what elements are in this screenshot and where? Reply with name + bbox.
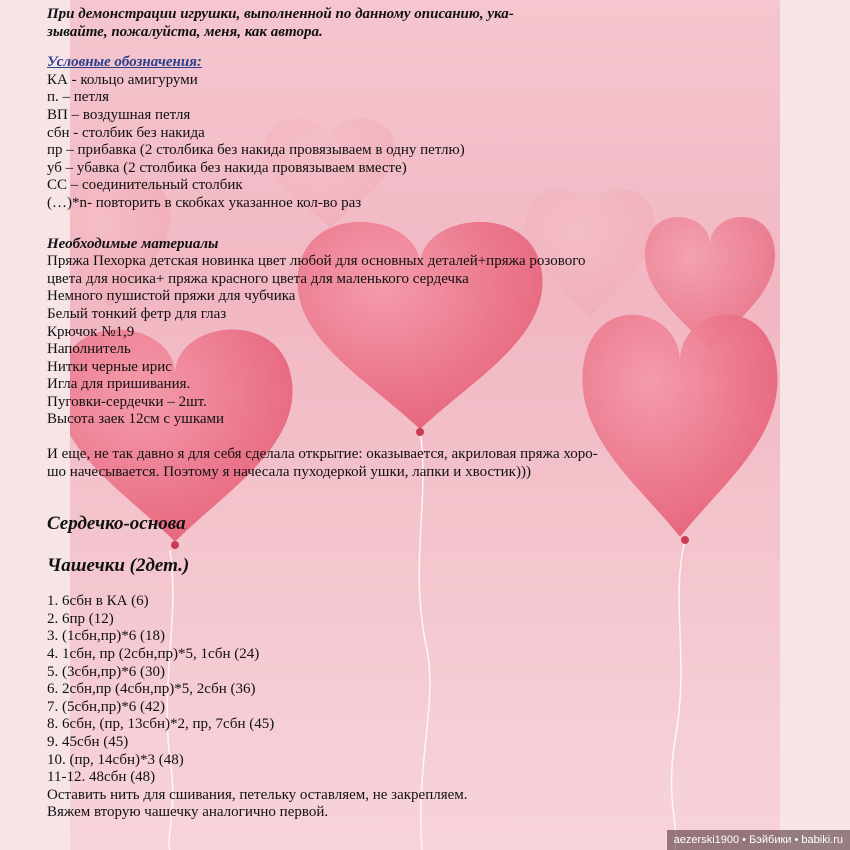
- pattern-row: 11-12. 48сбн (48): [47, 769, 156, 786]
- site-watermark: aezerski1900 • Бэйбики • babiki.ru: [667, 830, 850, 850]
- pattern-row: 10. (пр, 14сбн)*3 (48): [47, 751, 184, 768]
- section-title: Сердечко-основа: [47, 513, 186, 535]
- material-item: Белый тонкий фетр для глаз: [47, 305, 227, 322]
- note-line-1: И еще, не так давно я для себя сделала открытие: оказывается, акриловая пряжа хоро-: [47, 446, 598, 463]
- legend-item: сбн - столбик без накида: [47, 124, 205, 141]
- pattern-row: 8. 6сбн, (пр, 13сбн)*2, пр, 7сбн (45): [47, 716, 275, 733]
- pattern-row: 9. 45сбн (45): [47, 734, 129, 750]
- right-margin: [780, 0, 850, 850]
- pattern-row: Вяжем вторую чашечку аналогично первой.: [47, 804, 329, 821]
- material-item: Немного пушистой пряжи для чубчика: [47, 288, 296, 305]
- author-notice-line-1: При демонстрации игрушки, выполненной по данному описанию, ука-: [47, 6, 514, 22]
- legend-item: пр – прибавка (2 столбика без накида провязываем в одну петлю): [47, 142, 465, 159]
- material-item: Нитки черные ирис: [47, 358, 172, 375]
- pattern-row: 3. (1сбн,пр)*6 (18): [47, 628, 166, 645]
- legend-item: КА - кольцо амигуруми: [47, 71, 198, 88]
- pattern-row: 5. (3сбн,пр)*6 (30): [47, 663, 166, 680]
- materials-title: Необходимые материалы: [47, 235, 219, 252]
- material-item: Пряжа Пехорка детская новинка цвет любой для основных деталей+пряжа розового: [47, 253, 586, 270]
- pattern-row: 4. 1сбн, пр (2сбн,пр)*5, 1сбн (24): [47, 646, 260, 663]
- legend-item: (…)*n- повторить в скобках указанное кол-во раз: [47, 194, 362, 211]
- legend-title: Условные обозначения:: [47, 54, 202, 71]
- material-item: цвета для носика+ пряжа красного цвета для маленького сердечка: [47, 270, 469, 287]
- legend-item: п. – петля: [47, 89, 110, 106]
- legend-item: уб – убавка (2 столбика без накида провязываем вместе): [47, 159, 407, 176]
- document-text: [47, 6, 677, 822]
- pattern-row: Оставить нить для сшивания, петельку оставляем, не закрепляем.: [47, 786, 468, 803]
- author-notice-line-2: зывайте, пожалуйста, меня, как автора.: [47, 23, 323, 40]
- pattern-row: 7. (5сбн,пр)*6 (42): [47, 698, 166, 715]
- pattern-row: 6. 2сбн,пр (4сбн,пр)*5, 2сбн (36): [47, 681, 256, 698]
- material-item: Пуговки-сердечки – 2шт.: [47, 393, 207, 410]
- pattern-row: 1. 6сбн в КА (6): [47, 593, 149, 610]
- pattern-row: 2. 6пр (12): [47, 610, 114, 627]
- legend-item: СС – соединительный столбик: [47, 177, 243, 194]
- material-item: Игла для пришивания.: [47, 376, 191, 393]
- subsection-title: Чашечки (2дет.): [47, 555, 190, 577]
- note-line-2: шо начесывается. Поэтому я начесала пуходеркой ушки, лапки и хвостик))): [47, 463, 531, 480]
- material-item: Крючок №1,9: [47, 323, 135, 340]
- material-item: Наполнитель: [47, 341, 131, 358]
- legend-item: ВП – воздушная петля: [47, 106, 191, 123]
- material-item: Высота заек 12см с ушками: [47, 411, 225, 428]
